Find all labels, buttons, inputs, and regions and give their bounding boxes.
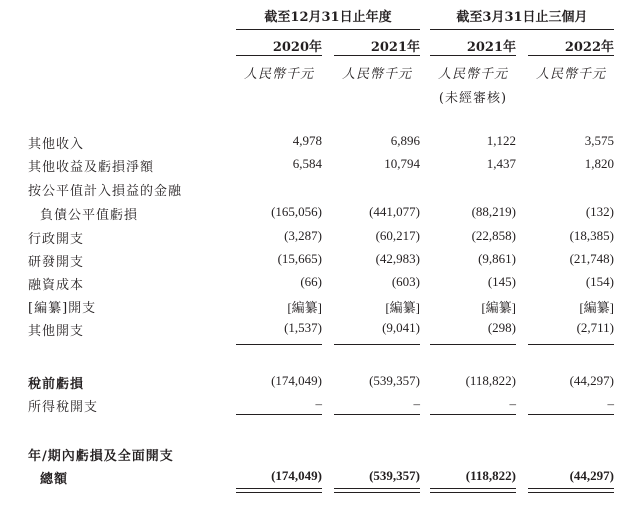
tax-rule-2	[334, 414, 420, 415]
row-value: 3,575	[584, 133, 614, 148]
total-double-rule-4	[528, 488, 614, 493]
loss-before-tax-value: (44,297)	[569, 373, 614, 388]
row-value: (22,858)	[471, 228, 516, 243]
year-rule-1	[236, 55, 322, 56]
row-value: (60,217)	[375, 228, 420, 243]
subtotal-rule-2	[334, 344, 420, 345]
row-label: 研發開支	[28, 255, 85, 270]
row-value: (2,711)	[576, 320, 614, 335]
tax-rule-4	[528, 414, 614, 415]
row-value: (3,287)	[284, 228, 322, 243]
row-value: (18,385)	[569, 228, 614, 243]
income-tax-value: –	[607, 396, 614, 411]
row-label: 行政開支	[28, 232, 85, 247]
subtotal-rule-4	[528, 344, 614, 345]
row-value: 1,820	[584, 156, 614, 171]
row-value: (88,219)	[471, 204, 516, 219]
tax-rule-1	[236, 414, 322, 415]
tax-rule-3	[430, 414, 516, 415]
row-value: 6,896	[390, 133, 420, 148]
row-label: 按公平值計入損益的金融	[28, 184, 183, 199]
header-rule-q	[430, 29, 614, 30]
row-value: 6,584	[292, 156, 322, 171]
income-tax-value: –	[315, 396, 322, 411]
unit-col-3: 人民幣千元	[437, 67, 508, 82]
row-value: (21,748)	[569, 251, 614, 266]
total-value: (44,297)	[569, 468, 614, 483]
total-value: (174,049)	[271, 468, 322, 483]
year-rule-4	[528, 55, 614, 56]
row-value: (1,537)	[284, 320, 322, 335]
row-value: [編纂]	[481, 300, 516, 315]
row-label: 融資成本	[28, 278, 85, 293]
total-value: (539,357)	[369, 468, 420, 483]
row-value: (42,983)	[375, 251, 420, 266]
row-label: [編纂]開支	[28, 301, 97, 316]
row-label: 負債公平值虧損	[40, 208, 139, 223]
row-label: 其他收入	[28, 137, 85, 152]
year-col-3: 2021年	[466, 40, 516, 55]
row-value: [編纂]	[287, 300, 322, 315]
total-double-rule-1	[236, 488, 322, 493]
year-rule-3	[430, 55, 516, 56]
loss-before-tax-value: (539,357)	[369, 373, 420, 388]
subtotal-rule-1	[236, 344, 322, 345]
row-value: 1,437	[486, 156, 516, 171]
row-value: (15,665)	[277, 251, 322, 266]
header-period-fy: 截至12月31日止年度	[264, 10, 392, 25]
row-value: (66)	[300, 274, 322, 289]
row-value: (154)	[585, 274, 614, 289]
row-label: 其他開支	[28, 324, 85, 339]
total-double-rule-3	[430, 488, 516, 493]
loss-before-tax-value: (118,822)	[465, 373, 516, 388]
total-double-rule-2	[334, 488, 420, 493]
row-label: 其他收益及虧損淨額	[28, 160, 155, 175]
year-col-2: 2021年	[370, 40, 420, 55]
row-value: 10,794	[384, 156, 420, 171]
unaudited-note: (未經審核)	[438, 91, 508, 106]
year-col-1: 2020年	[272, 40, 322, 55]
total-value: (118,822)	[465, 468, 516, 483]
unit-col-4: 人民幣千元	[535, 67, 606, 82]
row-value: (9,041)	[382, 320, 420, 335]
header-rule-fy	[236, 29, 420, 30]
row-value: (603)	[391, 274, 420, 289]
year-rule-2	[334, 55, 420, 56]
row-value: (441,077)	[369, 204, 420, 219]
row-value: (145)	[487, 274, 516, 289]
header-period-q: 截至3月31日止三個月	[456, 10, 588, 25]
loss-before-tax-value: (174,049)	[271, 373, 322, 388]
income-tax-value: –	[509, 396, 516, 411]
total-label-line2: 總額	[40, 472, 69, 487]
row-value: (298)	[487, 320, 516, 335]
row-value: (132)	[585, 204, 614, 219]
row-value: [編纂]	[385, 300, 420, 315]
row-value: 4,978	[292, 133, 322, 148]
row-value: (9,861)	[478, 251, 516, 266]
year-col-4: 2022年	[564, 40, 614, 55]
unit-col-1: 人民幣千元	[243, 67, 314, 82]
income-tax-label: 所得稅開支	[28, 400, 99, 415]
row-value: 1,122	[486, 133, 516, 148]
row-value: [編纂]	[579, 300, 614, 315]
loss-before-tax-label: 稅前虧損	[28, 377, 85, 392]
subtotal-rule-3	[430, 344, 516, 345]
row-value: (165,056)	[271, 204, 322, 219]
total-label-line1: 年/期內虧損及全面開支	[28, 449, 174, 464]
unit-col-2: 人民幣千元	[341, 67, 412, 82]
income-tax-value: –	[413, 396, 420, 411]
